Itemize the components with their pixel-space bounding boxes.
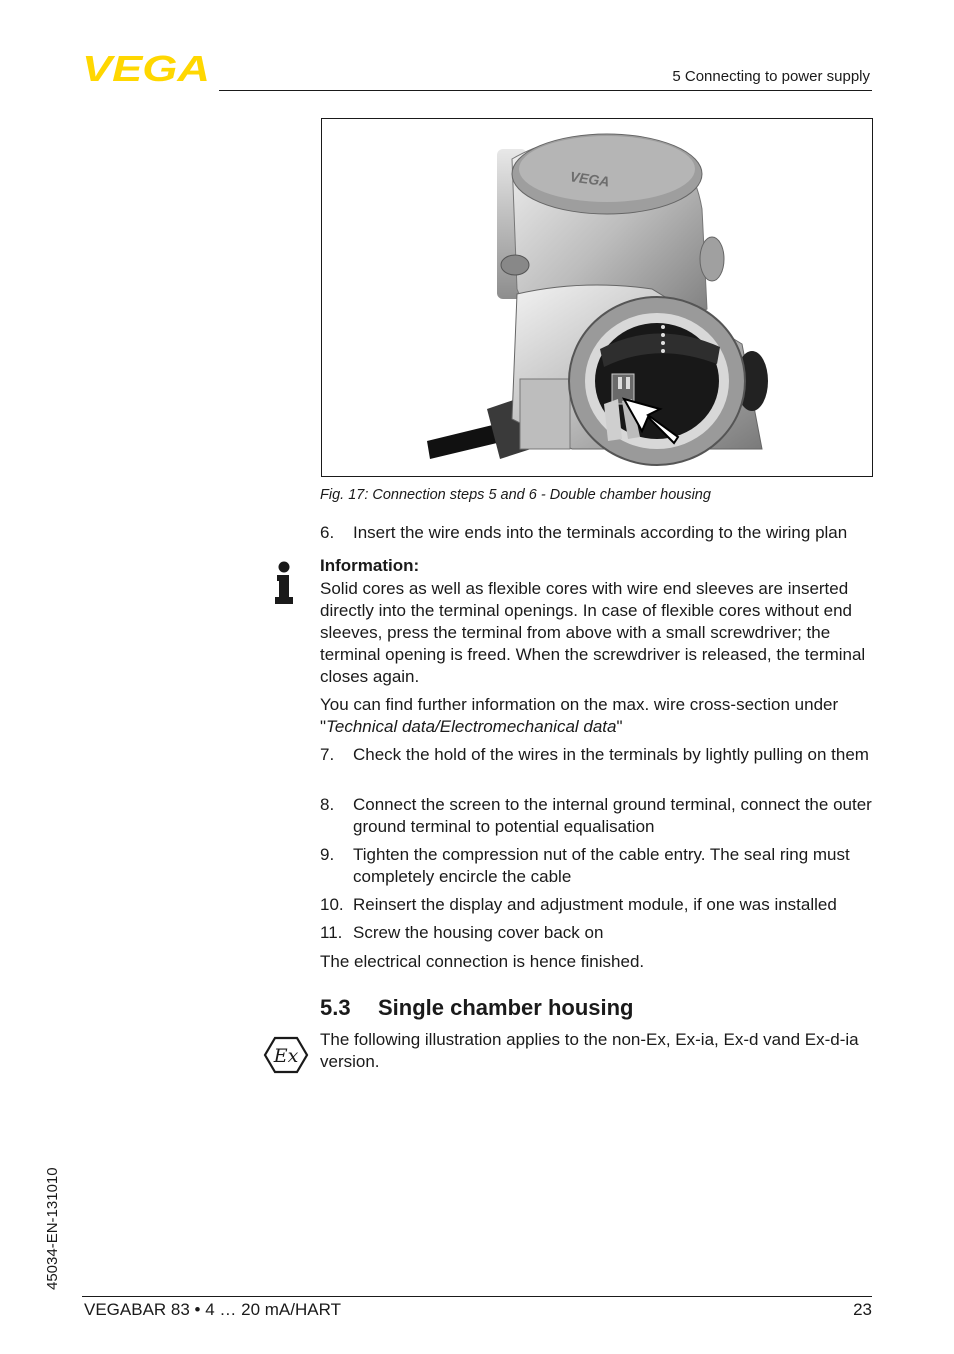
step-number: 9.: [320, 845, 335, 864]
svg-text:VEGA: VEGA: [82, 52, 210, 84]
section-number: 5.3: [320, 995, 351, 1020]
info-text: Solid cores as well as flexible cores with wire end sleeves are inserted directly into the terminal openings. In case of flexible cores without end sleeves, press the terminal from above with a small screwdriver; the terminal opening is freed. When the screwdriver is released, the terminal closes again.: [320, 579, 866, 686]
document-code: 45034-EN-131010: [44, 1167, 61, 1290]
list-item: [320, 894, 880, 916]
step-number: 6.: [320, 523, 335, 542]
header-divider: [219, 90, 872, 91]
footer-product: VEGABAR 83 • 4 … 20 mA/HART: [84, 1300, 341, 1319]
list-item: [320, 522, 880, 544]
step-text: Reinsert the display and adjustment module, if one was installed: [353, 895, 837, 914]
step-number: 8.: [320, 795, 335, 814]
figure-frame: [321, 118, 873, 477]
list-item: [320, 844, 880, 888]
further-info-text: You can find further information on the max. wire cross-section under ": [320, 695, 839, 736]
further-info-quote-end: ": [616, 717, 623, 736]
info-title: Information:: [320, 556, 420, 575]
section-title: Single chamber housing: [378, 995, 634, 1020]
ex-hexagon-icon: [263, 1036, 309, 1074]
double-chamber-housing-illustration: [322, 119, 873, 477]
step-number: 7.: [320, 745, 335, 764]
further-info-reference: Technical data/Electromechanical data: [326, 717, 617, 736]
applies-paragraph: The following illustration applies to the non-Ex, Ex-ia, Ex-d vand Ex-d-ia version.: [320, 1030, 859, 1071]
list-item: [320, 794, 880, 838]
step-text: Screw the housing cover back on: [353, 923, 604, 942]
step-text: Check the hold of the wires in the terminals by lightly pulling on them: [353, 745, 869, 764]
figure-caption: Fig. 17: Connection steps 5 and 6 - Double chamber housing: [320, 487, 711, 503]
footer-divider: [82, 1296, 872, 1297]
header-section-title: 5 Connecting to power supply: [672, 68, 870, 85]
step-number: 11.: [320, 923, 343, 942]
list-item: [320, 744, 880, 766]
list-item: [320, 922, 880, 944]
step-text: Insert the wire ends into the terminals according to the wiring plan: [353, 523, 848, 542]
info-icon: [272, 561, 298, 605]
vega-logo: [82, 52, 212, 84]
finished-paragraph: The electrical connection is hence finished.: [320, 952, 645, 971]
step-text: Tighten the compression nut of the cable entry. The seal ring must completely encircle the cable: [353, 845, 850, 886]
further-info-paragraph: [320, 694, 876, 738]
step-text: Connect the screen to the internal ground terminal, connect the outer ground terminal to potential equalisation: [353, 795, 872, 836]
section-heading: [320, 995, 633, 1021]
step-number: 10.: [320, 895, 344, 914]
svg-text:VEGA: VEGA: [569, 168, 611, 190]
svg-text:Ex: Ex: [273, 1045, 299, 1067]
page-number: 23: [853, 1300, 872, 1319]
